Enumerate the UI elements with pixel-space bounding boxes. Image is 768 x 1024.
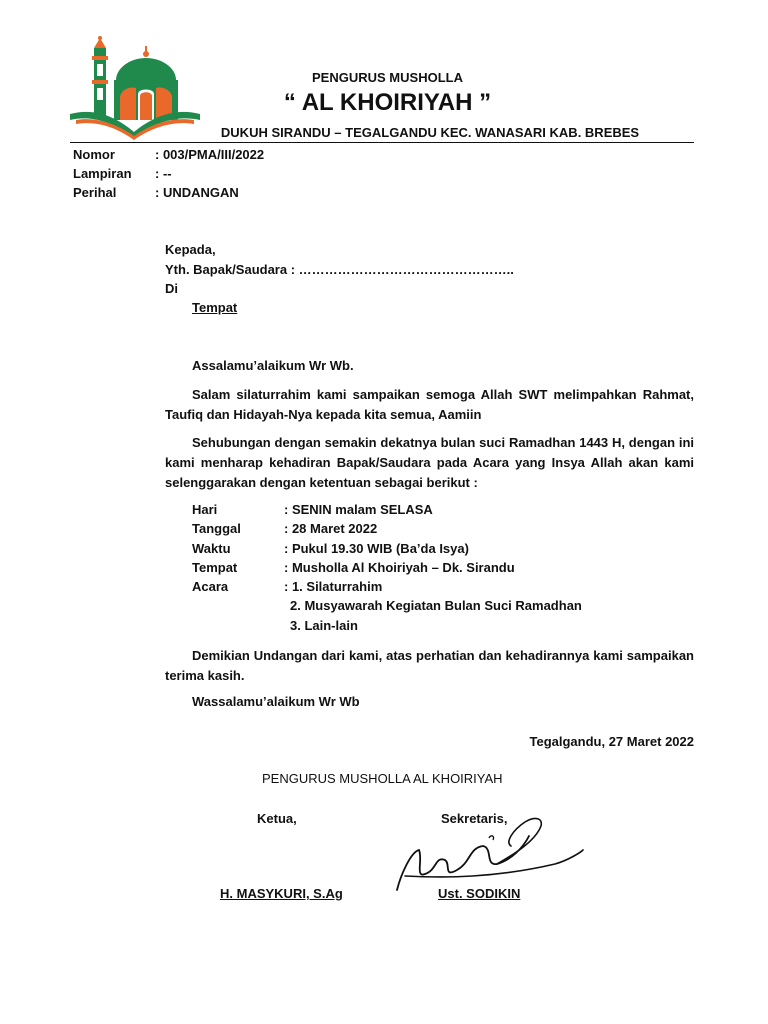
role-ketua: Ketua, [257,811,297,826]
address-di: Di [165,281,178,296]
meta-value-perihal: : UNDANGAN [155,185,239,200]
detail-label-acara: Acara [192,579,229,594]
paragraph-undangan: Sehubungan dengan semakin dekatnya bulan suci Ramadhan 1443 H, dengan ini kami menharap kehadiran Bapak/Saudara pada Acara yang Insya Allah akan kami selenggarakan dengan ketentuan sebagai berikut : [165,435,694,490]
meta-value-lampiran: : -- [155,166,172,181]
header-title: “ AL KHOIRIYAH ” [283,89,492,116]
paragraph-salam: Salam silaturrahim kami sampaikan semoga Allah SWT melimpahkan Rahmat, Taufiq dan Hidayah-Nya kepada kita semua, Aamiin [165,387,694,422]
detail-value-waktu: : Pukul 19.30 WIB (Ba’da Isya) [284,541,469,556]
header-org: PENGURUS MUSHOLLA [312,70,463,85]
greeting: Assalamu’alaikum Wr Wb. [192,358,354,373]
detail-label-tanggal: Tanggal [192,521,241,536]
handwritten-signature [385,808,585,898]
name-ketua-text: H. MASYKURI, S.Ag [220,886,343,901]
name-ketua [220,886,343,902]
role-sekretaris: Sekretaris, [441,811,508,826]
detail-value-tempat: : Musholla Al Khoiriyah – Dk. Sirandu [284,560,515,575]
meta-label-nomor: Nomor [73,147,115,162]
name-sekretaris [438,886,520,902]
letter-date: Tegalgandu, 27 Maret 2022 [529,734,694,749]
acara-item-2: 2. Musyawarah Kegiatan Bulan Suci Ramadhan [290,598,582,613]
acara-item-3: 3. Lain-lain [290,618,358,633]
musholla-logo [70,36,200,140]
signatory-org: PENGURUS MUSHOLLA AL KHOIRIYAH [262,771,503,786]
address-tempat-text: Tempat [192,300,238,315]
paragraph-closing: Demikian Undangan dari kami, atas perhatian dan kehadirannya kami sampaikan terima kasih. [165,648,694,683]
detail-label-tempat: Tempat [192,560,238,575]
farewell: Wassalamu’alaikum Wr Wb [192,694,360,709]
detail-value-acara: : 1. Silaturrahim [284,579,383,594]
detail-value-tanggal: : 28 Maret 2022 [284,521,378,536]
detail-label-waktu: Waktu [192,541,231,556]
address-tempat [192,300,237,316]
meta-label-perihal: Perihal [73,185,117,200]
header-address: DUKUH SIRANDU – TEGALGANDU KEC. WANASARI KAB. BREBES [220,125,640,140]
address-yth: Yth. Bapak/Saudara : ………………………………………….. [165,262,514,277]
meta-label-lampiran: Lampiran [73,166,132,181]
header-rule [70,142,694,143]
detail-label-hari: Hari [192,502,218,517]
name-sekretaris-text: Ust. SODIKIN [438,886,521,901]
meta-value-nomor: : 003/PMA/III/2022 [155,147,265,162]
detail-value-hari: : SENIN malam SELASA [284,502,433,517]
address-kepada: Kepada, [165,242,216,257]
